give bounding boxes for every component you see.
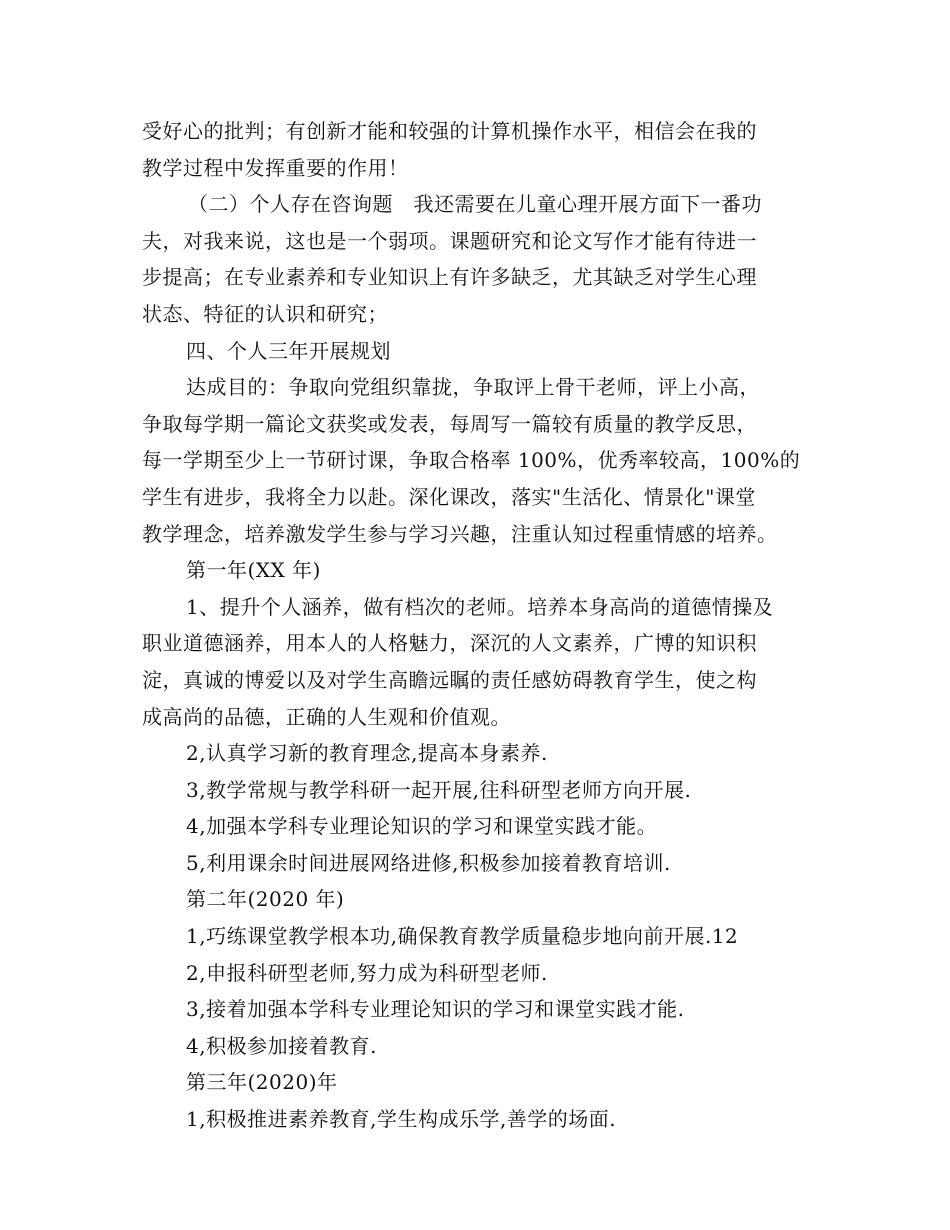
list-item: 1,积极推进素养教育,学生构成乐学,善学的场面. (186, 1107, 617, 1132)
list-item: 4,加强本学科专业理论知识的学习和课堂实践才能。 (186, 814, 658, 839)
list-item: 1,巧练课堂教学根本功,确保教育教学质量稳步地向前开展.12 (186, 924, 739, 949)
paragraph-line: 职业道德涵养，用本人的人格魅力，深沉的人文素养，广博的知识积 (142, 631, 757, 656)
year-two-heading: 第二年(2020 年) (186, 887, 345, 912)
paragraph-line: 夫，对我来说，这也是一个弱项。课题研究和论文写作才能有待进一 (142, 228, 757, 253)
year-three-heading: 第三年(2020)年 (186, 1070, 338, 1095)
section-heading-plan: 四、个人三年开展规划 (186, 338, 391, 363)
list-item: 2,认真学习新的教育理念,提高本身素养. (186, 741, 548, 766)
list-item: 4,积极参加接着教育. (186, 1033, 377, 1058)
paragraph-line: 争取每学期一篇论文获奖或发表，每周写一篇较有质量的教学反思， (142, 411, 757, 436)
paragraph-line: 教学过程中发挥重要的作用！ (142, 155, 409, 180)
paragraph-line: 受好心的批判；有创新才能和较强的计算机操作水平，相信会在我的 (142, 119, 757, 143)
paragraph-line: 状态、特征的认识和研究； (142, 301, 388, 326)
paragraph-line: 达成目的：争取向党组织靠拢，争取评上骨干老师，评上小高， (186, 375, 760, 400)
year-one-heading: 第一年(XX 年) (186, 558, 321, 583)
paragraph-line: 成高尚的品德，正确的人生观和价值观。 (142, 704, 511, 729)
paragraph-line: 教学理念，培养激发学生参与学习兴趣，注重认知过程重情感的培养。 (142, 521, 778, 546)
document-body (142, 113, 810, 1138)
paragraph-line: 学生有进步，我将全力以赴。深化课改，落实"生活化、情景化"课堂 (142, 484, 756, 509)
list-item: 3,接着加强本学科专业理论知识的学习和课堂实践才能. (186, 997, 685, 1022)
section-heading-problems: （二）个人存在咨询题 我还需要在儿童心理开展方面下一番功 (188, 192, 762, 217)
list-item: 5,利用课余时间进展网络进修,积极参加接着教育培训. (186, 850, 671, 875)
list-item: 2,申报科研型老师,努力成为科研型老师. (186, 960, 548, 985)
paragraph-line: 淀，真诚的博爱以及对学生高瞻远瞩的责任感妨碍教育学生，使之构 (142, 667, 757, 692)
list-item: 3,教学常规与教学科研一起开展,往科研型老师方向开展. (186, 777, 692, 802)
paragraph-line: 步提高；在专业素养和专业知识上有许多缺乏，尤其缺乏对学生心理 (142, 265, 757, 290)
list-item: 1、提升个人涵养，做有档次的老师。培养本身高尚的道德情操及 (186, 594, 774, 619)
paragraph-line: 每一学期至少上一节研讨课，争取合格率 100%，优秀率较高，100%的 (142, 448, 801, 473)
